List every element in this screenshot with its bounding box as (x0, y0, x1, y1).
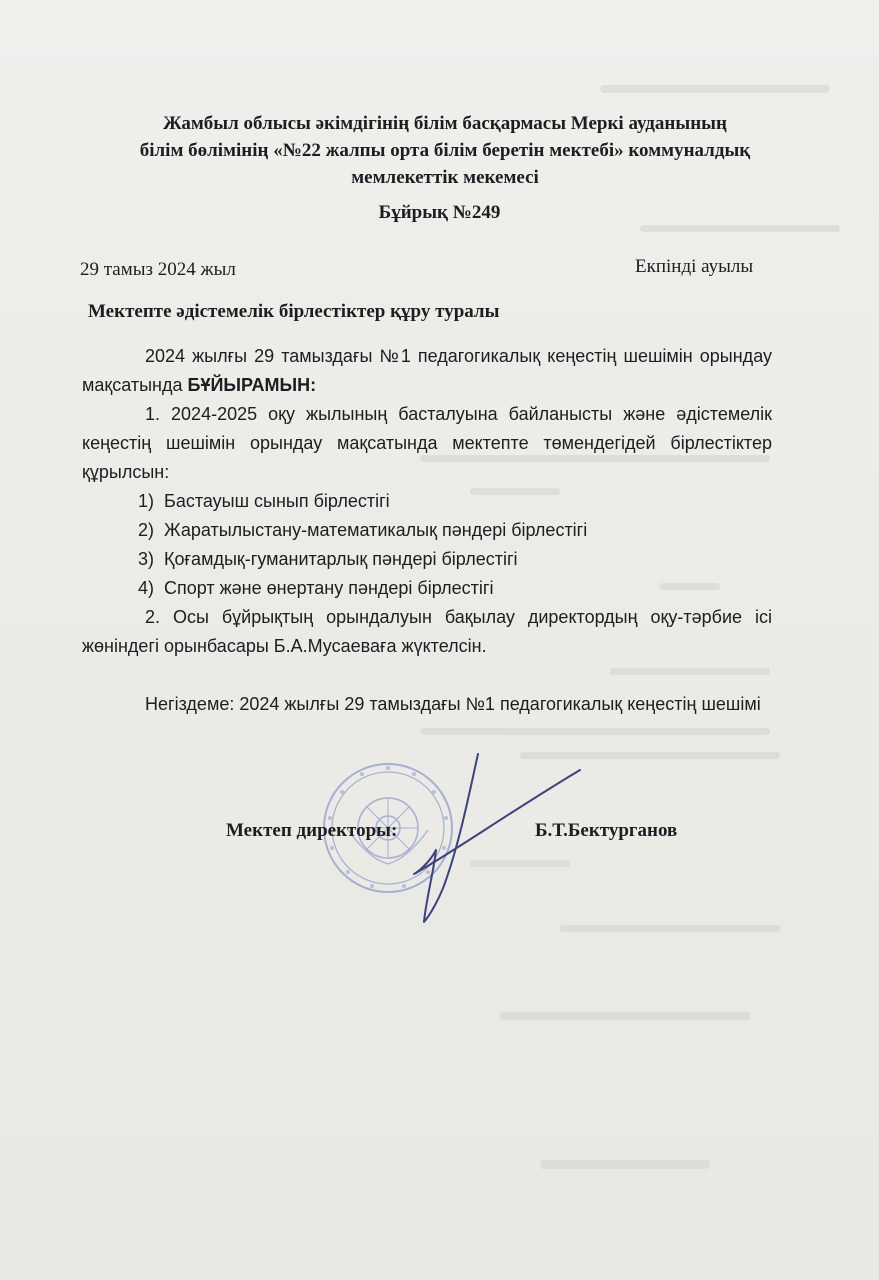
header-line-1: Жамбыл облысы әкімдігінің білім басқармасы Меркі ауданының (163, 113, 727, 134)
list-item-number: 4) (138, 578, 155, 598)
signer-name: Б.Т.Бектурганов (535, 820, 678, 841)
signature-title: Мектеп директоры: (226, 820, 398, 841)
order-number: Бұйрық №249 (378, 202, 501, 223)
paragraph-2: 2. Осы бұйрықтың орындалуын бақылау директордың оқу-тәрбие ісі жөніндегі орынбасары Б.А.Мусаеваға жүктелсін. (82, 607, 772, 656)
list-item-number: 2) (138, 520, 155, 540)
list-item (82, 574, 772, 603)
order-subject: Мектепте әдістемелік бірлестіктер құру туралы (88, 301, 500, 322)
list-item (82, 545, 772, 574)
list-item-text: Жаратылыстану-математикалық пәндері бірлестігі (164, 520, 588, 540)
list-item-number: 1) (138, 491, 155, 511)
intro-text: 2024 жылғы 29 тамыздағы №1 педагогикалық кеңестің шешімін орындау мақсатында (82, 346, 772, 395)
order-place: Екпінді ауылы (635, 256, 754, 277)
list-item-number: 3) (138, 549, 155, 569)
list-item (82, 516, 772, 545)
header-line-3: мемлекеттік мекемесі (351, 167, 539, 188)
order-body (82, 342, 772, 719)
spacer (82, 661, 772, 690)
basis-paragraph: Негіздеме: 2024 жылғы 29 тамыздағы №1 педагогикалық кеңестің шешімі (145, 694, 761, 714)
list-item-text: Бастауыш сынып бірлестігі (164, 491, 390, 511)
intro-directive: БҰЙЫРАМЫН: (187, 375, 317, 395)
list-item-text: Қоғамдық-гуманитарлық пәндері бірлестігі (164, 549, 518, 569)
list-item (82, 487, 772, 516)
list-item-text: Спорт және өнертану пәндері бірлестігі (164, 578, 494, 598)
header-line-2: білім бөлімінің «№22 жалпы орта білім беретін мектебі» коммуналдық (139, 140, 751, 161)
paragraph-1: 1. 2024-2025 оқу жылының басталуына байланысты және әдістемелік кеңестің шешімін орындау мақсатында мектепте төмендегідей бірлестіктер құрылсын: (82, 404, 772, 482)
order-date: 29 тамыз 2024 жыл (80, 259, 236, 280)
intro-paragraph (82, 342, 772, 400)
organization-header (60, 110, 830, 191)
